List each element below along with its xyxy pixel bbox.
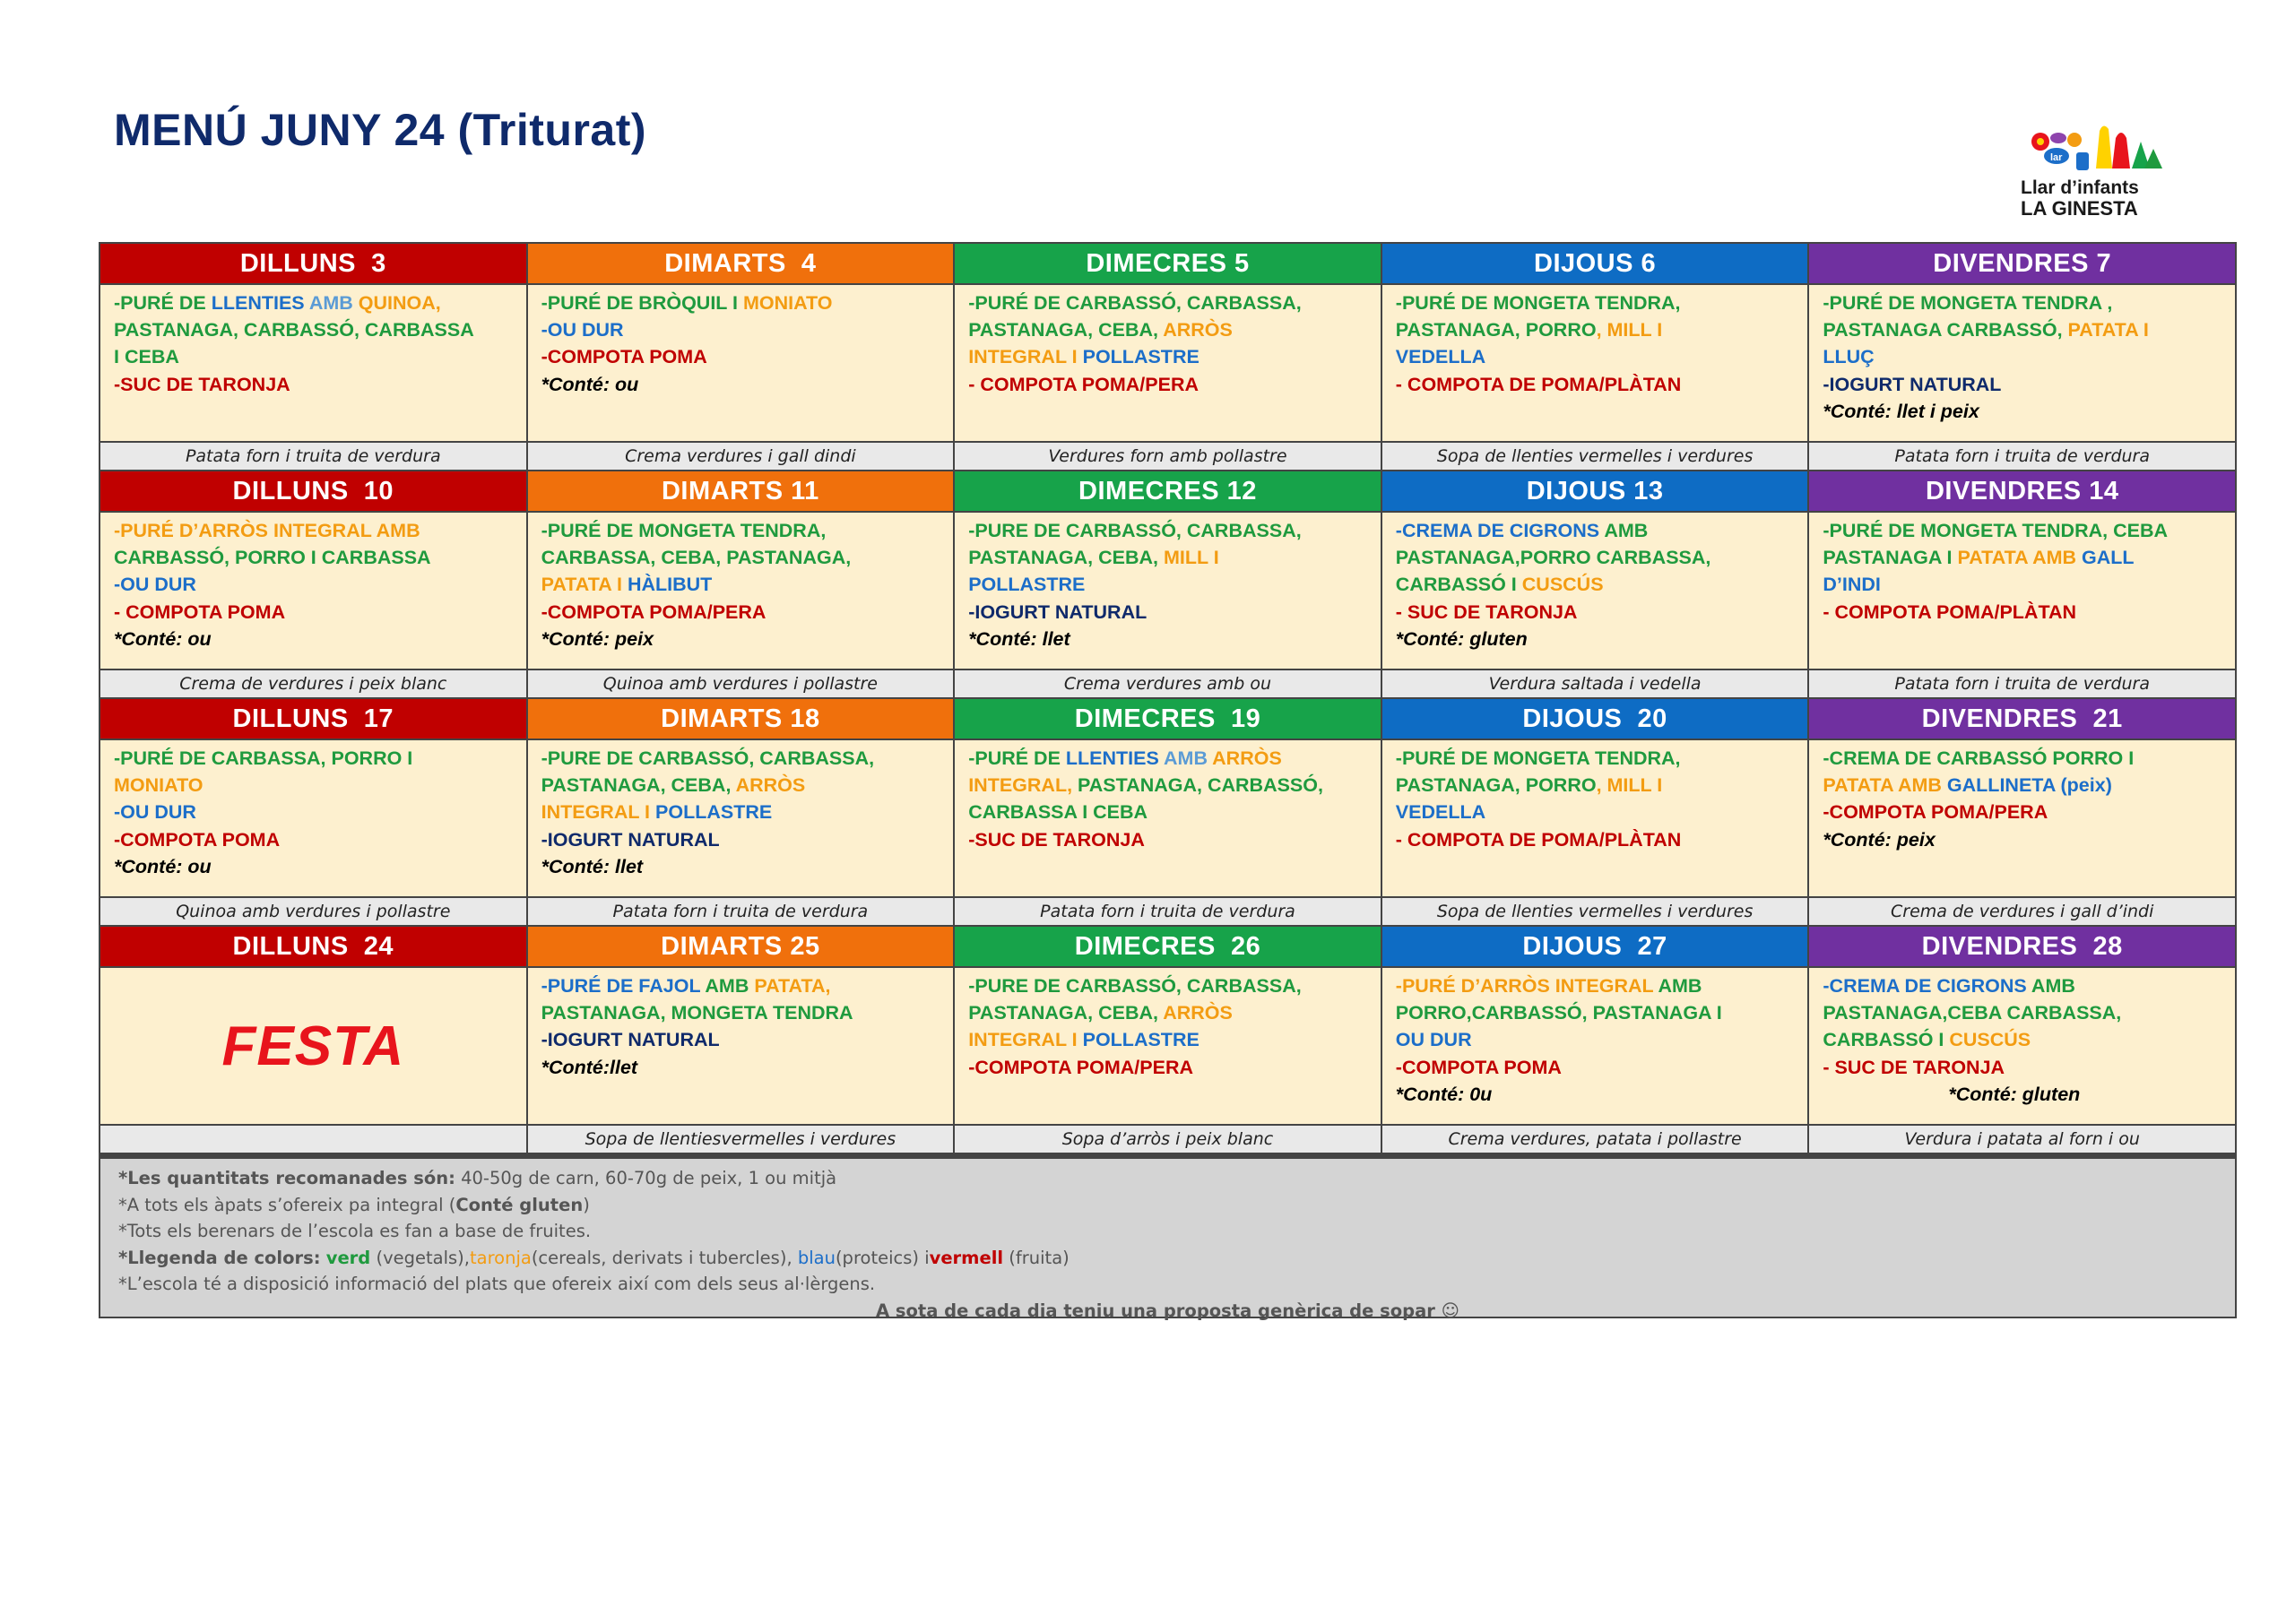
- day-header: DIMECRES 5: [955, 244, 1381, 283]
- menu-line: [968, 626, 1368, 652]
- menu-line: [1823, 1081, 2222, 1108]
- dinner-suggestion: Crema verdures i gall dindi: [528, 443, 954, 470]
- menu-line: [541, 343, 941, 370]
- menu-line: [114, 599, 514, 626]
- menu-cell: [100, 513, 526, 669]
- menu-text: PASTANAGA,PORRO CARBASSA,: [1395, 547, 1711, 569]
- menu-line: [1396, 772, 1796, 799]
- note-quantities: *Les quantitats recomanades són: 40-50g de carn, 60-70g de peix, 1 ou mitjà: [118, 1168, 837, 1188]
- menu-line: [1823, 599, 2222, 626]
- menu-line: [114, 289, 514, 316]
- note-bread: *A tots els àpats s’ofereix pa integral (Conté gluten): [118, 1194, 590, 1215]
- menu-text: PORRO,CARBASSÓ, PASTANAGA I: [1395, 1002, 1722, 1024]
- menu-line: [1396, 999, 1796, 1026]
- menu-text: GALLINETA (peix): [1946, 774, 2112, 797]
- allergen-note: *Conté: ou: [114, 627, 212, 650]
- menu-text: PASTANAGA,CEBA CARBASSA,: [1823, 1002, 2122, 1024]
- day-header: DIJOUS 6: [1382, 244, 1808, 283]
- day-header: DIJOUS 13: [1382, 471, 1808, 511]
- menu-line: [114, 316, 514, 343]
- menu-line: [968, 289, 1368, 316]
- menu-text: POLLASTRE: [1082, 1029, 1199, 1051]
- menu-text: -COMPOTA POMA: [541, 346, 707, 368]
- menu-text: ARRÒS: [1212, 747, 1282, 769]
- menu-text: AMB: [2031, 975, 2075, 997]
- menu-line: [1396, 745, 1796, 772]
- menu-cell: [1809, 740, 2235, 896]
- menu-text: -IOGURT NATURAL: [541, 828, 720, 851]
- menu-line: [541, 1026, 941, 1053]
- menu-line: [541, 972, 941, 999]
- menu-line: [1396, 316, 1796, 343]
- menu-line: [1396, 1054, 1796, 1081]
- dinner-suggestion: Sopa de llenties vermelles i verdures: [1382, 443, 1808, 470]
- menu-line: [968, 599, 1368, 626]
- menu-text: CARBASSÓ I: [1395, 574, 1522, 596]
- menu-text: -IOGURT NATURAL: [968, 600, 1148, 623]
- menu-line: [1396, 289, 1796, 316]
- menu-line: [968, 371, 1368, 398]
- menu-line: [968, 999, 1368, 1026]
- menu-line: [114, 517, 514, 544]
- menu-line: [114, 371, 514, 398]
- menu-line: [1823, 999, 2222, 1026]
- menu-cell: [1809, 513, 2235, 669]
- menu-text: LLENTIES: [211, 292, 309, 314]
- menu-text: ARRÒS: [1163, 1002, 1233, 1024]
- day-header: DIJOUS 27: [1382, 927, 1808, 966]
- day-header: DIVENDRES 21: [1809, 699, 2235, 739]
- menu-text: PASTANAGA, CEBA,: [541, 774, 736, 797]
- dinner-suggestion: Quinoa amb verdures i pollastre: [100, 898, 526, 925]
- menu-cell: [528, 968, 954, 1124]
- menu-line: [1823, 972, 2222, 999]
- menu-text: -PURÉ D’ARRÒS INTEGRAL AMB: [114, 520, 420, 541]
- menu-text: PASTANAGA CARBASSÓ,: [1823, 319, 2068, 341]
- menu-text: GALL: [2082, 547, 2135, 569]
- menu-line: [1396, 571, 1796, 598]
- menu-line: [114, 799, 514, 825]
- menu-text: -PURE DE CARBASSÓ, CARBASSA,: [541, 747, 875, 769]
- menu-text: CUSCÚS: [1521, 574, 1604, 596]
- menu-text: AMB: [705, 975, 755, 997]
- menu-text: AMB: [1658, 975, 1702, 997]
- menu-text: - COMPOTA DE POMA/PLÀTAN: [1395, 373, 1682, 395]
- menu-text: - SUC DE TARONJA: [1823, 1056, 2005, 1078]
- menu-text: -PURÉ DE MONGETA TENDRA,: [1395, 292, 1681, 314]
- menu-line: [1396, 826, 1796, 853]
- menu-text: PASTANAGA, PORRO: [1395, 319, 1597, 341]
- menu-line: [1823, 316, 2222, 343]
- day-header: DIMARTS 11: [528, 471, 954, 511]
- logo-illustration: [2022, 115, 2166, 177]
- day-header: DIMECRES 19: [955, 699, 1381, 739]
- menu-line: [968, 316, 1368, 343]
- menu-line: [968, 517, 1368, 544]
- day-header: DILLUNS 3: [100, 244, 526, 283]
- menu-line: [541, 853, 941, 880]
- menu-line: [541, 1054, 941, 1081]
- menu-line: [968, 799, 1368, 825]
- holiday-label: FESTA: [221, 1015, 405, 1077]
- menu-cell: [1382, 740, 1808, 896]
- menu-line: [1396, 517, 1796, 544]
- menu-line: [114, 826, 514, 853]
- day-header: DILLUNS 10: [100, 471, 526, 511]
- menu-text: -PURÉ D’ARRÒS INTEGRAL: [1395, 975, 1658, 997]
- menu-line: [968, 544, 1368, 571]
- menu-line: [1396, 343, 1796, 370]
- menu-text: PATATA,: [754, 975, 831, 997]
- menu-text: CARBASSA, CEBA, PASTANAGA,: [541, 547, 852, 569]
- menu-line: [968, 745, 1368, 772]
- menu-text: PASTANAGA, CEBA,: [968, 1002, 1164, 1024]
- menu-line: [541, 316, 941, 343]
- menu-text: CUSCÚS: [1949, 1029, 2031, 1051]
- menu-text: -SUC DE TARONJA: [968, 828, 1145, 851]
- menu-text: PASTANAGA I: [1823, 547, 1958, 569]
- menu-text: POLLASTRE: [655, 801, 773, 824]
- menu-line: [114, 853, 514, 880]
- menu-text: ARRÒS: [735, 774, 806, 797]
- menu-text: PASTANAGA, PORRO: [1395, 774, 1597, 797]
- menu-text: -PURÉ DE: [114, 292, 212, 314]
- day-header: DIMECRES 12: [955, 471, 1381, 511]
- menu-line: [114, 571, 514, 598]
- menu-cell: [955, 285, 1381, 441]
- day-header: DILLUNS 17: [100, 699, 526, 739]
- dinner-suggestion: Crema verdures amb ou: [955, 670, 1381, 697]
- menu-text: -PURÉ DE MONGETA TENDRA ,: [1823, 292, 2113, 314]
- menu-line: [1823, 371, 2222, 398]
- dinner-suggestion: Verdura i patata al forn i ou: [1809, 1126, 2235, 1153]
- note-dinner-proposal: A sota de cada dia teniu una proposta genèrica de sopar ☺: [876, 1300, 1459, 1321]
- menu-line: [968, 1026, 1368, 1053]
- menu-text: - SUC DE TARONJA: [1395, 600, 1578, 623]
- menu-cell: [1809, 968, 2235, 1124]
- menu-text: MONIATO: [114, 774, 204, 797]
- page-title: MENÚ JUNY 24 (Triturat): [114, 105, 647, 155]
- menu-text: -PURE DE CARBASSÓ, CARBASSA,: [968, 975, 1302, 997]
- note-allergens: *L’escola té a disposició informació del plats que ofereix així com dels seus al·lèrgens.: [118, 1274, 876, 1294]
- menu-line: [1396, 1026, 1796, 1053]
- menu-text: - COMPOTA DE POMA/PLÀTAN: [1395, 828, 1682, 851]
- menu-cell: [528, 740, 954, 896]
- menu-text: - COMPOTA POMA: [114, 600, 286, 623]
- menu-text: -CREMA DE CIGRONS: [1395, 520, 1605, 541]
- menu-grid: [99, 242, 2237, 1159]
- dinner-suggestion: Verdura saltada i vedella: [1382, 670, 1808, 697]
- menu-line: [1823, 517, 2222, 544]
- day-header: DIJOUS 20: [1382, 699, 1808, 739]
- menu-text: -PURÉ DE MONGETA TENDRA,: [541, 520, 827, 541]
- dinner-suggestion: Patata forn i truita de verdura: [100, 443, 526, 470]
- menu-line: [541, 371, 941, 398]
- allergen-note: *Conté:llet: [541, 1056, 638, 1078]
- menu-text: -PURÉ DE CARBASSA, PORRO I: [114, 747, 413, 769]
- menu-line: [114, 544, 514, 571]
- allergen-note: *Conté: llet: [541, 855, 644, 877]
- menu-text: -PURÉ DE CARBASSÓ, CARBASSA,: [968, 292, 1302, 314]
- menu-line: [114, 626, 514, 652]
- dinner-suggestion: Patata forn i truita de verdura: [1809, 443, 2235, 470]
- day-header: DIVENDRES 14: [1809, 471, 2235, 511]
- menu-text: INTEGRAL I: [968, 346, 1083, 368]
- menu-cell: [1809, 285, 2235, 441]
- menu-line: [541, 772, 941, 799]
- menu-text: AMB: [1604, 520, 1649, 541]
- menu-text: -COMPOTA POMA/PERA: [541, 600, 766, 623]
- dinner-suggestion: Verdures forn amb pollastre: [955, 443, 1381, 470]
- dinner-suggestion: Sopa d’arròs i peix blanc: [955, 1126, 1381, 1153]
- menu-line: [1823, 289, 2222, 316]
- menu-line: [1823, 571, 2222, 598]
- menu-cell: [100, 285, 526, 441]
- menu-cell: [1382, 513, 1808, 669]
- logo-line-1: Llar d’infants: [2021, 177, 2139, 198]
- day-header: DILLUNS 24: [100, 927, 526, 966]
- menu-text: -COMPOTA POMA/PERA: [1823, 801, 2048, 824]
- menu-text: -IOGURT NATURAL: [1823, 373, 2002, 395]
- menu-line: [968, 772, 1368, 799]
- menu-text: ARRÒS: [1163, 319, 1233, 341]
- menu-text: , MILL I: [1596, 319, 1663, 341]
- menu-cell: [528, 513, 954, 669]
- menu-text: PATATA AMB: [1957, 547, 2083, 569]
- menu-text: -PURÉ DE MONGETA TENDRA,: [1395, 747, 1681, 769]
- menu-text: LLENTIES: [1065, 747, 1165, 769]
- menu-text: QUINOA,: [358, 292, 441, 314]
- menu-line: [1396, 1081, 1796, 1108]
- menu-line: [114, 343, 514, 370]
- dinner-suggestion: Sopa de llenties vermelles i verdures: [1382, 898, 1808, 925]
- allergen-note: *Conté: ou: [541, 373, 639, 395]
- menu-line: [114, 745, 514, 772]
- menu-line: [541, 571, 941, 598]
- day-header: DIMECRES 26: [955, 927, 1381, 966]
- holiday-cell: [100, 968, 526, 1124]
- menu-text: HÀLIBUT: [627, 574, 713, 596]
- menu-line: [114, 772, 514, 799]
- menu-line: [968, 1054, 1368, 1081]
- menu-text: OU DUR: [1395, 1029, 1472, 1051]
- menu-text: PASTANAGA, CARBASSÓ, CARBASSA: [114, 319, 474, 341]
- logo-line-2: LA GINESTA: [2021, 197, 2138, 220]
- menu-text: AMB: [308, 292, 359, 314]
- allergen-note: *Conté: ou: [114, 855, 212, 877]
- day-header: DIMARTS 25: [528, 927, 954, 966]
- menu-text: INTEGRAL I: [541, 801, 656, 824]
- menu-line: [1396, 371, 1796, 398]
- menu-text: INTEGRAL I: [968, 1029, 1083, 1051]
- menu-text: -SUC DE TARONJA: [114, 373, 290, 395]
- menu-text: -CREMA DE CIGRONS: [1823, 975, 2031, 997]
- day-header: DIVENDRES 7: [1809, 244, 2235, 283]
- menu-text: PASTANAGA, MONGETA TENDRA: [541, 1002, 853, 1024]
- menu-text: VEDELLA: [1395, 346, 1486, 368]
- menu-line: [1396, 544, 1796, 571]
- menu-text: LLUÇ: [1823, 346, 1875, 368]
- menu-line: [1396, 626, 1796, 652]
- menu-cell: [955, 968, 1381, 1124]
- logo-badge: lar: [2050, 152, 2063, 163]
- menu-text: VEDELLA: [1395, 801, 1486, 824]
- menu-line: [968, 571, 1368, 598]
- menu-line: [1396, 972, 1796, 999]
- menu-text: PASTANAGA, CARBASSÓ,: [1078, 774, 1323, 797]
- menu-text: MILL I: [1163, 547, 1219, 569]
- menu-line: [1396, 799, 1796, 825]
- menu-cell: [100, 740, 526, 896]
- menu-line: [541, 745, 941, 772]
- menu-text: PATATA I: [2067, 319, 2149, 341]
- dinner-suggestion: Crema de verdures i peix blanc: [100, 670, 526, 697]
- school-logo: [2019, 115, 2171, 222]
- menu-line: [1823, 1054, 2222, 1081]
- menu-line: [541, 544, 941, 571]
- menu-text: AMB: [1164, 747, 1213, 769]
- menu-line: [1823, 343, 2222, 370]
- menu-text: -COMPOTA POMA/PERA: [968, 1056, 1194, 1078]
- menu-text: MONIATO: [742, 292, 833, 314]
- menu-line: [541, 289, 941, 316]
- menu-text: -COMPOTA POMA: [1395, 1056, 1562, 1078]
- menu-line: [541, 626, 941, 652]
- menu-text: - COMPOTA POMA/PLÀTAN: [1823, 600, 2077, 623]
- menu-text: CARBASSÓ I: [1823, 1029, 1950, 1051]
- menu-line: [1396, 599, 1796, 626]
- menu-line: [1823, 1026, 2222, 1053]
- notes-panel: [99, 1159, 2237, 1321]
- day-header: DIMARTS 4: [528, 244, 954, 283]
- menu-line: [1823, 745, 2222, 772]
- menu-text: -PURÉ DE FAJOL: [541, 975, 706, 997]
- menu-line: [1823, 772, 2222, 799]
- allergen-note: *Conté: 0u: [1395, 1083, 1493, 1105]
- dinner-suggestion: Quinoa amb verdures i pollastre: [528, 670, 954, 697]
- menu-text: -PURÉ DE: [968, 747, 1066, 769]
- allergen-note: *Conté: peix: [541, 627, 654, 650]
- allergen-note: *Conté: llet i peix: [1823, 400, 1979, 422]
- dinner-suggestion: Sopa de llentiesvermelles i verdures: [528, 1126, 954, 1153]
- dinner-suggestion: Patata forn i truita de verdura: [955, 898, 1381, 925]
- menu-cell: [528, 285, 954, 441]
- dinner-suggestion: Patata forn i truita de verdura: [528, 898, 954, 925]
- menu-cell: [1382, 285, 1808, 441]
- menu-line: [1823, 398, 2222, 425]
- dinner-suggestion: Crema de verdures i gall d’indi: [1809, 898, 2235, 925]
- menu-line: [541, 599, 941, 626]
- menu-line: [968, 826, 1368, 853]
- menu-text: CARBASSA I CEBA: [968, 801, 1148, 824]
- menu-text: -PURE DE CARBASSÓ, CARBASSA,: [968, 520, 1302, 541]
- menu-line: [1823, 544, 2222, 571]
- note-color-legend: *Llegenda de colors: verd (vegetals),taronja(cereals, derivats i tubercles), blau(proteics) ivermell (fruita): [118, 1247, 1070, 1268]
- menu-line: [968, 343, 1368, 370]
- menu-text: CARBASSÓ, PORRO I CARBASSA: [114, 547, 431, 569]
- menu-text: -COMPOTA POMA: [114, 828, 281, 851]
- menu-cell: [955, 740, 1381, 896]
- menu-line: [1823, 826, 2222, 853]
- day-header: DIVENDRES 28: [1809, 927, 2235, 966]
- day-header: DIMARTS 18: [528, 699, 954, 739]
- menu-text: I CEBA: [114, 346, 179, 368]
- menu-line: [541, 999, 941, 1026]
- dinner-suggestion: Patata forn i truita de verdura: [1809, 670, 2235, 697]
- dinner-suggestion: Crema verdures, patata i pollastre: [1382, 1126, 1808, 1153]
- menu-cell: [1382, 968, 1808, 1124]
- menu-text: -IOGURT NATURAL: [541, 1029, 720, 1051]
- allergen-note: *Conté: gluten: [1948, 1083, 2081, 1105]
- menu-text: - COMPOTA POMA/PERA: [968, 373, 1199, 395]
- menu-text: POLLASTRE: [968, 574, 1086, 596]
- note-snacks: *Tots els berenars de l’escola es fan a base de fruites.: [118, 1221, 592, 1241]
- menu-line: [541, 517, 941, 544]
- menu-text: -OU DUR: [114, 801, 196, 824]
- menu-line: [541, 799, 941, 825]
- dinner-suggestion: [100, 1126, 526, 1153]
- menu-text: -CREMA DE CARBASSÓ PORRO I: [1823, 747, 2135, 769]
- menu-line: [1823, 799, 2222, 825]
- menu-text: PASTANAGA, CEBA,: [968, 319, 1164, 341]
- menu-line: [541, 826, 941, 853]
- allergen-note: *Conté: gluten: [1395, 627, 1528, 650]
- menu-cell: [955, 513, 1381, 669]
- menu-text: -PURÉ DE MONGETA TENDRA, CEBA: [1823, 520, 2169, 541]
- menu-text: , MILL I: [1596, 774, 1663, 797]
- menu-text: PASTANAGA, CEBA,: [968, 547, 1164, 569]
- menu-text: -OU DUR: [541, 319, 624, 341]
- menu-text: -PURÉ DE BRÒQUIL I: [541, 292, 743, 314]
- allergen-note: *Conté: llet: [968, 627, 1070, 650]
- menu-text: PATATA AMB: [1823, 774, 1947, 797]
- menu-text: INTEGRAL,: [968, 774, 1078, 797]
- allergen-note: *Conté: peix: [1823, 828, 1936, 851]
- menu-text: -OU DUR: [114, 574, 196, 596]
- menu-text: D’INDI: [1823, 574, 1881, 596]
- menu-text: POLLASTRE: [1082, 346, 1199, 368]
- menu-text: PATATA I: [541, 574, 628, 596]
- menu-line: [968, 972, 1368, 999]
